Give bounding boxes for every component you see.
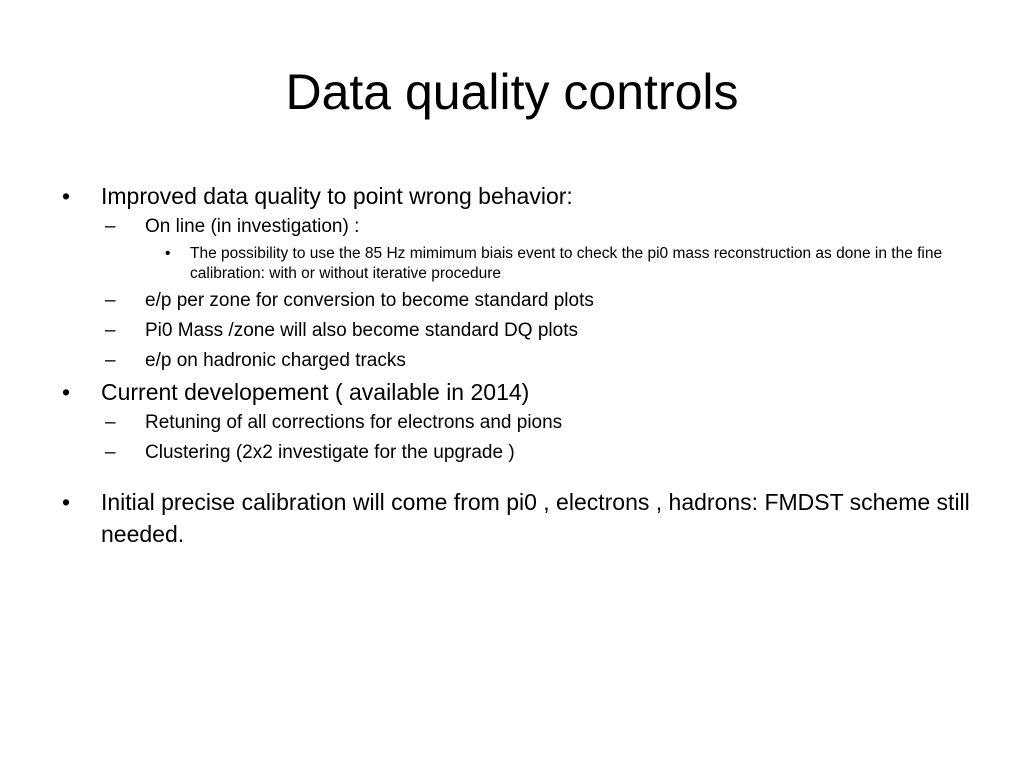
slide-content (58, 180, 978, 550)
sub-sub-bullet-item (145, 244, 978, 284)
sub-sub-bullet-text: The possibility to use the 85 Hz mimimum biais event to check the pi0 mass reconstruction as done in the fine calibration: with or without iterative procedure (190, 245, 943, 282)
dash-marker: – (105, 442, 116, 463)
sub-bullet-text: On line (in investigation) : (145, 216, 360, 237)
sub-bullet-item (101, 286, 978, 316)
bullet-item (58, 486, 978, 550)
bullet-marker: • (62, 379, 71, 405)
bullet-marker: • (165, 245, 171, 262)
sub-bullet-item (101, 346, 978, 376)
bullet-text: Current developement ( available in 2014) (101, 379, 530, 405)
sub-bullet-item (101, 408, 978, 438)
bullet-text: Improved data quality to point wrong behavior: (101, 183, 573, 209)
sub-bullet-item (101, 212, 978, 242)
dash-marker: – (105, 290, 116, 311)
sub-bullet-text: Pi0 Mass /zone will also become standard DQ plots (145, 320, 578, 341)
dash-marker: – (105, 216, 116, 237)
dash-marker: – (105, 350, 116, 371)
slide-title: Data quality controls (285, 64, 739, 120)
sub-bullet-text: Clustering (2x2 investigate for the upgrade ) (145, 442, 515, 463)
bullet-text: Initial precise calibration will come from pi0 , electrons , hadrons: FMDST scheme still needed. (101, 489, 970, 547)
dash-marker: – (105, 320, 116, 341)
bullet-item (58, 376, 978, 408)
bullet-item (58, 180, 978, 212)
bullet-marker: • (62, 183, 71, 209)
sub-bullet-text: e/p per zone for conversion to become standard plots (145, 290, 594, 311)
sub-bullet-item (101, 438, 978, 468)
sub-bullet-text: Retuning of all corrections for electrons and pions (145, 412, 563, 433)
dash-marker: – (105, 412, 116, 433)
sub-bullet-item (101, 316, 978, 346)
bullet-marker: • (62, 489, 71, 515)
sub-bullet-text: e/p on hadronic charged tracks (145, 350, 406, 371)
